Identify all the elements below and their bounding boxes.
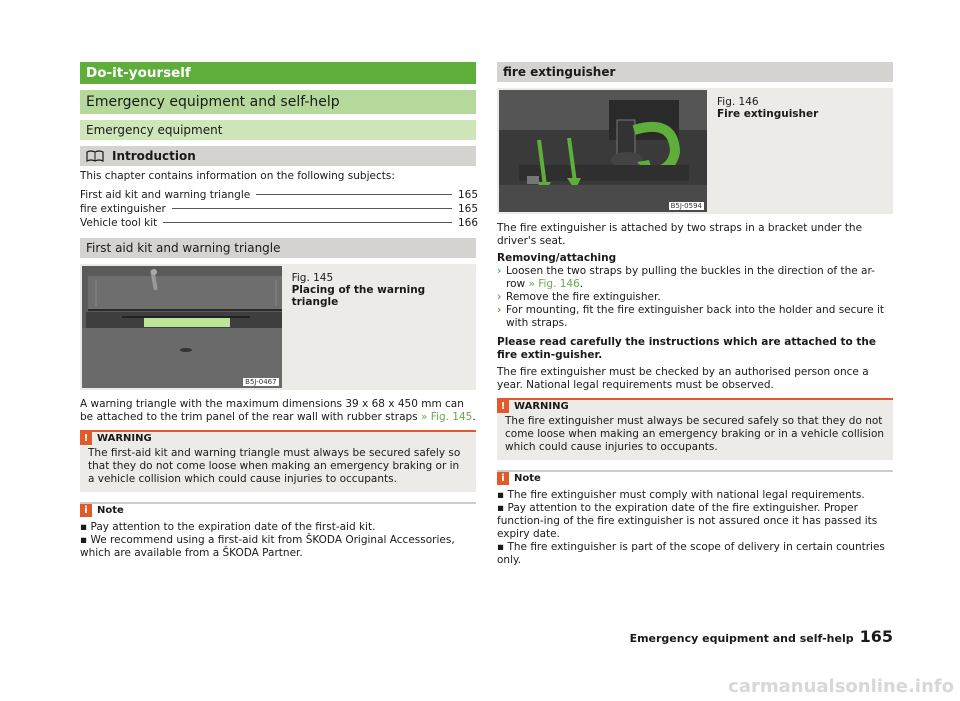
fire-extinguisher-image: [499, 90, 707, 212]
page-number: 165: [859, 627, 893, 646]
footer-title: Emergency equipment and self-help: [629, 632, 854, 645]
step-text: For mounting, fit the fire extinguisher back into the holder and secure it with straps.: [506, 304, 884, 329]
toc-item-label: First aid kit and warning triangle: [80, 189, 251, 201]
attach-text: The fire extinguisher is attached by two straps in a bracket under the driver's seat.: [497, 222, 863, 247]
warning-text: The fire extinguisher must always be secured safely so that they do not come loose when making an emergency braking or in a vehicle collision which could cause injuries to occupants.: [505, 415, 885, 453]
info-icon: i: [497, 472, 509, 485]
steps-list: [497, 265, 893, 330]
fire-extinguisher-header: fire extinguisher: [497, 62, 893, 82]
subsection-header: Emergency equipment: [80, 120, 476, 140]
toc-item-page: 165: [458, 203, 479, 215]
toc-item[interactable]: [80, 188, 479, 202]
please-read-text: Please read carefully the instructions which are attached to the fire extin-guisher.: [497, 336, 877, 361]
extinguisher-illustration: [499, 90, 707, 212]
warning-label: WARNING: [97, 433, 152, 444]
note-list: [80, 521, 476, 560]
warning-label: WARNING: [514, 401, 569, 412]
table-of-contents: [80, 188, 479, 230]
list-item: [497, 291, 893, 304]
introduction-title: Introduction: [112, 149, 196, 163]
warning-box: [80, 430, 476, 492]
list-item: ▪ Pay attention to the expiration date of the fire extinguisher. Proper function-ing of the fire extinguisher is not assured once it has passed its expiry date.: [497, 502, 878, 540]
chevron-right-icon: ›: [497, 265, 502, 277]
chevron-right-icon: ›: [497, 304, 502, 316]
removing-title: Removing/attaching: [497, 252, 617, 264]
figure-caption: [284, 264, 476, 390]
list-item: ▪ Pay attention to the expiration date of the first-aid kit.: [80, 521, 376, 533]
watermark: carmanualsonline.info: [728, 676, 954, 697]
image-code: B5J-0467: [245, 378, 277, 386]
warning-header: [80, 430, 476, 445]
chevron-right-icon: ›: [497, 291, 502, 303]
info-icon: i: [80, 504, 92, 517]
figure-title: Placing of the warning triangle: [291, 284, 426, 308]
note-label: Note: [514, 473, 541, 484]
figure-number: Fig. 146: [717, 96, 759, 108]
figure-145: [80, 264, 476, 390]
toc-item-label: Vehicle tool kit: [80, 217, 158, 229]
step-text-end: .: [579, 278, 584, 290]
toc-item-page: 165: [458, 189, 479, 201]
warning-box: [497, 398, 893, 460]
figure-146: [497, 88, 893, 214]
warning-icon: !: [497, 400, 509, 413]
list-item: [497, 304, 893, 330]
list-item: ▪ The fire extinguisher must comply with national legal requirements.: [497, 489, 865, 501]
warning-triangle-image: [82, 266, 282, 388]
list-item: ▪ We recommend using a first-aid kit from ŠKODA Original Accessories, which are available from a ŠKODA Partner.: [80, 534, 455, 559]
toc-item[interactable]: [80, 202, 479, 216]
introduction-header: [80, 146, 476, 166]
triangle-text: [80, 398, 476, 424]
note-header: [497, 470, 893, 485]
intro-text: This chapter contains information on the following subjects:: [80, 170, 395, 182]
step-text: [506, 265, 893, 291]
image-code: B5J-0594: [670, 202, 702, 210]
toc-item-label: fire extinguisher: [80, 203, 166, 215]
list-item: [497, 265, 893, 291]
section-header: Emergency equipment and self-help: [80, 90, 476, 114]
check-text: The fire extinguisher must be checked by an authorised person once a year. National legal requirements must be observed.: [497, 366, 869, 391]
page-footer: [630, 627, 893, 646]
note-label: Note: [97, 505, 124, 516]
chapter-header: Do-it-yourself: [80, 62, 476, 84]
figure-reference-link[interactable]: » Fig. 145: [421, 411, 473, 423]
left-column: [80, 62, 479, 560]
note-header: [80, 502, 476, 517]
figure-title: Fire extinguisher: [717, 108, 819, 120]
note-box: [80, 502, 476, 560]
step-text: Remove the fire extinguisher.: [506, 291, 661, 303]
right-column: [497, 62, 893, 567]
figure-number: Fig. 145: [291, 272, 334, 284]
note-list: [497, 489, 893, 567]
warning-text: The first-aid kit and warning triangle must always be secured safely so that they do not come loose when making an emergency braking or in a vehicle collision which could cause injuries to occupants.: [88, 447, 461, 485]
toc-item[interactable]: [80, 216, 479, 230]
warning-header: [497, 398, 893, 413]
triangle-text-end: .: [472, 411, 476, 423]
step-text-body: Loosen the two straps by pulling the buckles in the direction of the ar-row: [506, 265, 875, 290]
figure-caption: [709, 88, 826, 214]
book-icon: [86, 150, 104, 162]
figure-reference-link[interactable]: » Fig. 146: [528, 278, 580, 290]
warning-icon: !: [80, 432, 92, 445]
triangle-text-body: A warning triangle with the maximum dimensions 39 x 68 x 450 mm can be attached to the trim panel of the rear wall with rubber straps: [80, 398, 464, 423]
note-box: [497, 470, 893, 567]
trunk-illustration: [82, 266, 282, 388]
list-item: ▪ The fire extinguisher is part of the scope of delivery in certain countries only.: [497, 541, 885, 566]
first-aid-header: First aid kit and warning triangle: [80, 238, 476, 258]
toc-item-page: 166: [458, 217, 479, 229]
